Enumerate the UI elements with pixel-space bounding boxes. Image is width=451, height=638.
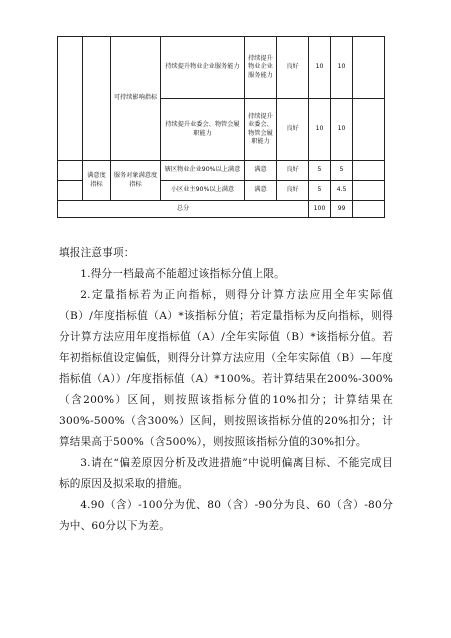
notes-heading: 填报注意事项： <box>59 247 135 259</box>
score-cell: 10 <box>331 37 353 99</box>
total-score: 99 <box>331 201 353 218</box>
content-cell: 持续提升业委会、物管会履职能力 <box>161 99 245 161</box>
target-cell: 持续提升物业企业服务能力 <box>245 37 277 99</box>
level-cell: 良好 <box>277 99 309 161</box>
total-row <box>58 201 385 218</box>
full-score-cell: 5 <box>309 161 331 181</box>
remark-cell <box>353 99 385 161</box>
target-cell: 满意 <box>245 181 277 201</box>
blank-cell <box>58 161 83 181</box>
performance-table <box>57 36 385 218</box>
blank-cell <box>83 37 111 161</box>
remark-cell <box>353 161 385 181</box>
total-full-score: 100 <box>309 201 331 218</box>
table-row <box>58 37 385 99</box>
score-cell: 5 <box>331 161 353 181</box>
filling-notes <box>59 243 393 537</box>
note-item: 1.得分一档最高不能超过该指标分值上限。 <box>80 268 285 280</box>
remark-cell <box>353 201 385 218</box>
blank-cell <box>58 181 83 201</box>
score-cell: 10 <box>331 99 353 161</box>
content-cell: 小区业主90%以上满意 <box>161 181 245 201</box>
table-row <box>58 161 385 181</box>
total-label: 总分 <box>58 201 309 218</box>
score-cell: 4.5 <box>331 181 353 201</box>
full-score-cell: 5 <box>309 181 331 201</box>
full-score-cell: 10 <box>309 99 331 161</box>
target-cell: 满意 <box>245 161 277 181</box>
sub-indicator-cell: 服务对象满意度指标 <box>111 161 161 201</box>
note-item: 2.定量指标若为正向指标，则得分计算方法应用全年实际值（B）/年度指标值（A）*该指标分值；若定量指标为反向指标，则得分计算方法应用年度指标值（A）/全年实际值（B）*该指标分值。若年初指标值设定偏低，则得分计算方法应用（全年实际值（B）—年度指标值（A））/年度指标值（A）*100%。若计算结果在200%-300%（含200%）区间，则按照该指标分值的10%扣分；计算结果在300%-500%（含300%）区间，则按照该指标分值的20%扣分；计算结果高于500%（含500%），则按照该指标分值的30%扣分。 <box>59 289 393 448</box>
level-cell: 良好 <box>277 181 309 201</box>
level-cell: 良好 <box>277 37 309 99</box>
content-cell: 辖区物业企业90%以上满意 <box>161 161 245 181</box>
dimension-cell: 满意度指标 <box>83 161 111 201</box>
blank-cell <box>58 37 83 161</box>
content-cell: 持续提升物业企业服务能力 <box>161 37 245 99</box>
level-cell: 良好 <box>277 161 309 181</box>
full-score-cell: 10 <box>309 37 331 99</box>
target-cell: 持续提升业委会、物管会履职能力 <box>245 99 277 161</box>
note-item: 4.90（含）-100分为优、80（含）-90分为良、60（含）-80分为中、60分以下为差。 <box>59 499 393 532</box>
remark-cell <box>353 37 385 99</box>
note-item: 3.请在“偏差原因分析及改进措施”中说明偏离目标、不能完成目标的原因及拟采取的措施。 <box>59 457 393 490</box>
dimension-cell: 可持续影响指标 <box>111 37 161 161</box>
remark-cell <box>353 181 385 201</box>
